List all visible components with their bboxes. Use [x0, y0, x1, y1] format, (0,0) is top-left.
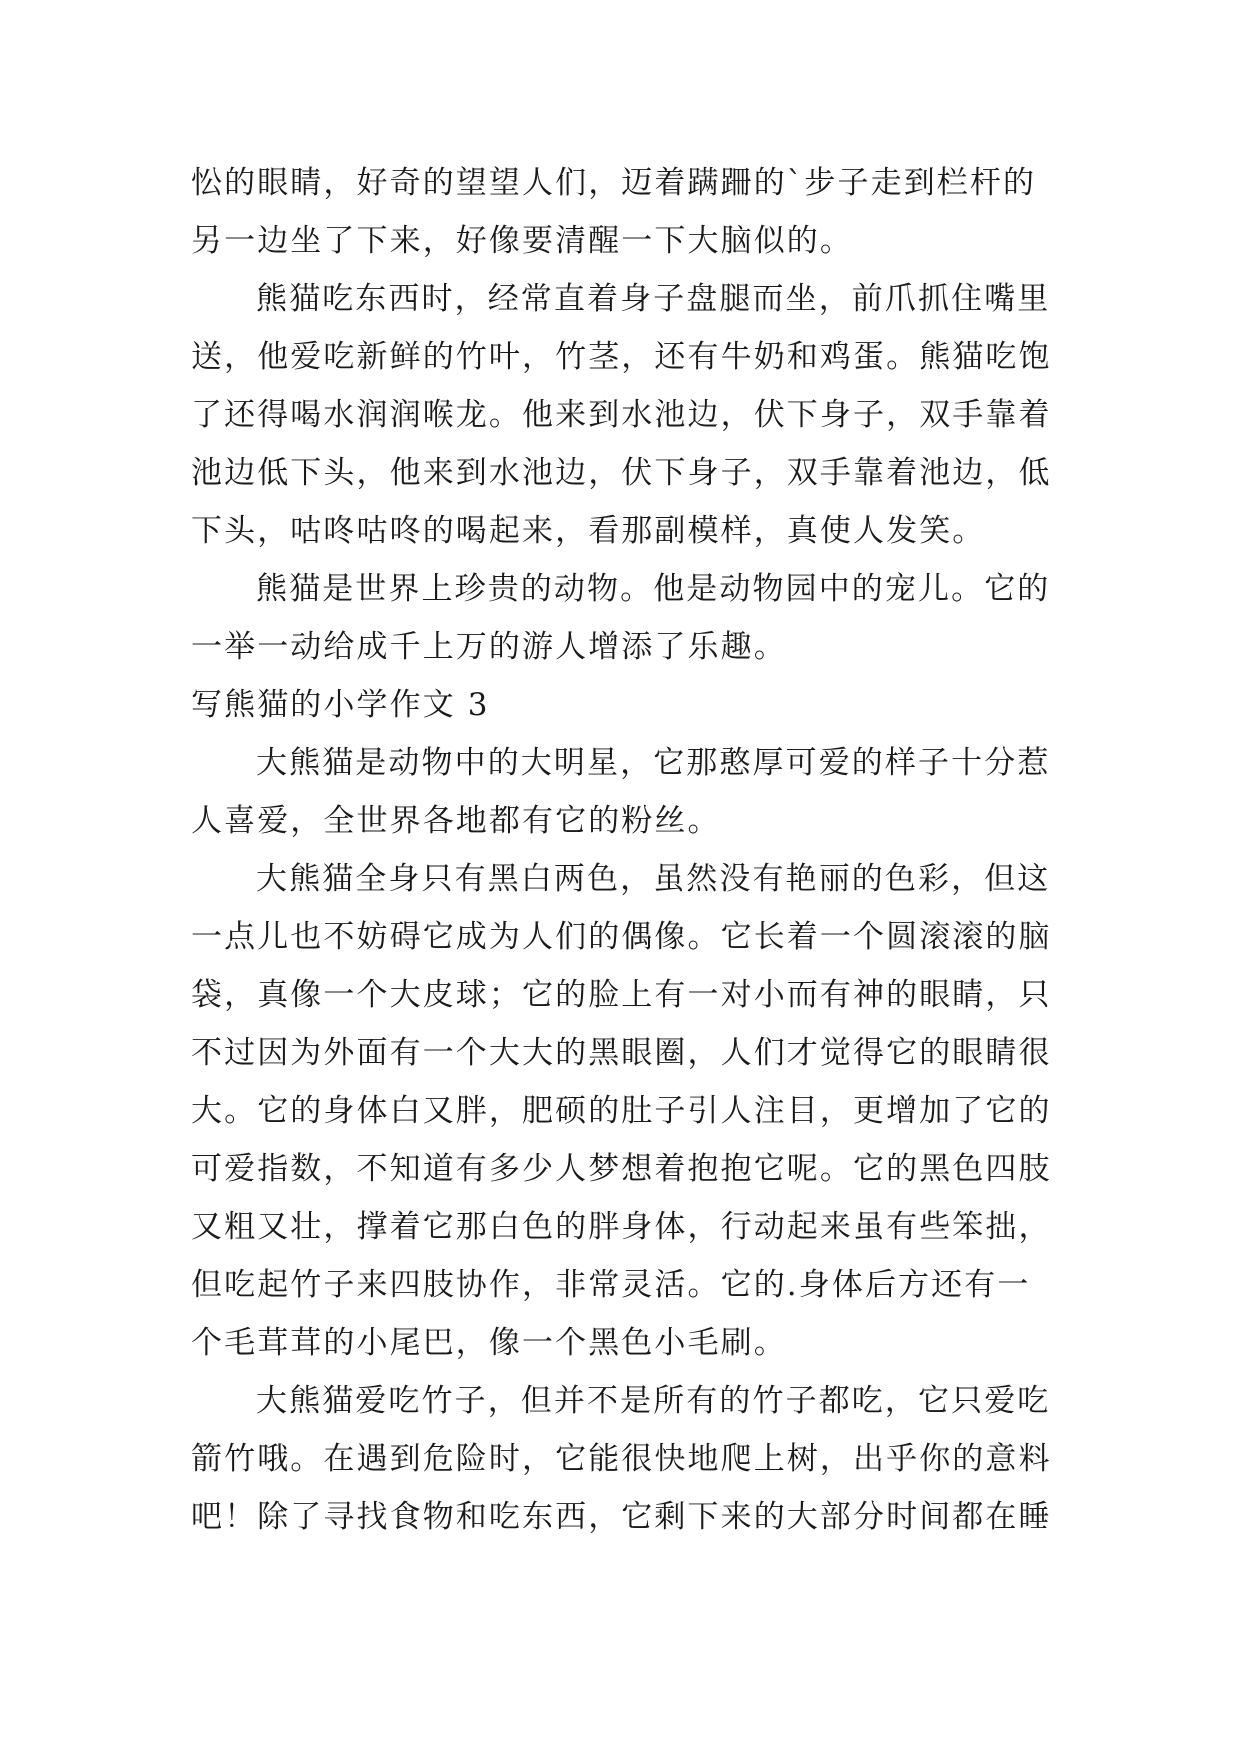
text-line: 可爱指数，不知道有多少人梦想着抱抱它呢。它的黑色四肢	[191, 1151, 1052, 1187]
paragraph-first-line: 大熊猫爱吃竹子，但并不是所有的竹子都吃，它只爱吃	[256, 1383, 1051, 1419]
text-line: 池边低下头，他来到水池边，伏下身子，双手靠着池边，低	[191, 455, 1052, 491]
text-line: 了还得喝水润润喉龙。他来到水池边，伏下身子，双手靠着	[191, 397, 1052, 433]
paragraph-first-line: 大熊猫是动物中的大明星，它那憨厚可爱的样子十分惹	[256, 745, 1051, 781]
paragraph-first-line: 熊猫吃东西时，经常直着身子盘腿而坐，前爪抓住嘴里	[256, 281, 1051, 317]
text-line: 送，他爱吃新鲜的竹叶，竹茎，还有牛奶和鸡蛋。熊猫吃饱	[191, 339, 1052, 375]
text-line: 吧！除了寻找食物和吃东西，它剩下来的大部分时间都在睡	[191, 1499, 1052, 1535]
text-line: 一点儿也不妨碍它成为人们的偶像。它长着一个圆滚滚的脑	[191, 919, 1052, 955]
text-line: 下头，咕咚咕咚的喝起来，看那副模样，真使人发笑。	[191, 513, 986, 549]
text-line: 但吃起竹子来四肢协作，非常灵活。它的.身体后方还有一	[191, 1267, 1031, 1303]
text-line: 个毛茸茸的小尾巴，像一个黑色小毛刷。	[191, 1325, 787, 1361]
text-line: 又粗又壮，撑着它那白色的胖身体，行动起来虽有些笨拙，	[191, 1209, 1052, 1245]
paragraph-first-line: 熊猫是世界上珍贵的动物。他是动物园中的宠儿。它的	[256, 571, 1051, 607]
text-line: 忪的眼睛，好奇的望望人们，迈着蹒跚的`步子走到栏杆的	[191, 165, 1037, 201]
text-line: 不过因为外面有一个大大的黑眼圈，人们才觉得它的眼睛很	[191, 1035, 1052, 1071]
text-line: 一举一动给成千上万的游人增添了乐趣。	[191, 629, 787, 665]
paragraph-first-line: 大熊猫全身只有黑白两色，虽然没有艳丽的色彩，但这	[256, 861, 1051, 897]
text-line: 箭竹哦。在遇到危险时，它能很快地爬上树，出乎你的意料	[191, 1441, 1052, 1477]
text-line: 袋，真像一个大皮球；它的脸上有一对小而有神的眼睛，只	[191, 977, 1052, 1013]
text-line: 人喜爱，全世界各地都有它的粉丝。	[191, 803, 721, 839]
text-line: 另一边坐了下来，好像要清醒一下大脑似的。	[191, 223, 853, 259]
section-heading: 写熊猫的小学作文 3	[191, 687, 490, 723]
text-line: 大。它的身体白又胖，肥硕的肚子引人注目，更增加了它的	[191, 1093, 1052, 1129]
